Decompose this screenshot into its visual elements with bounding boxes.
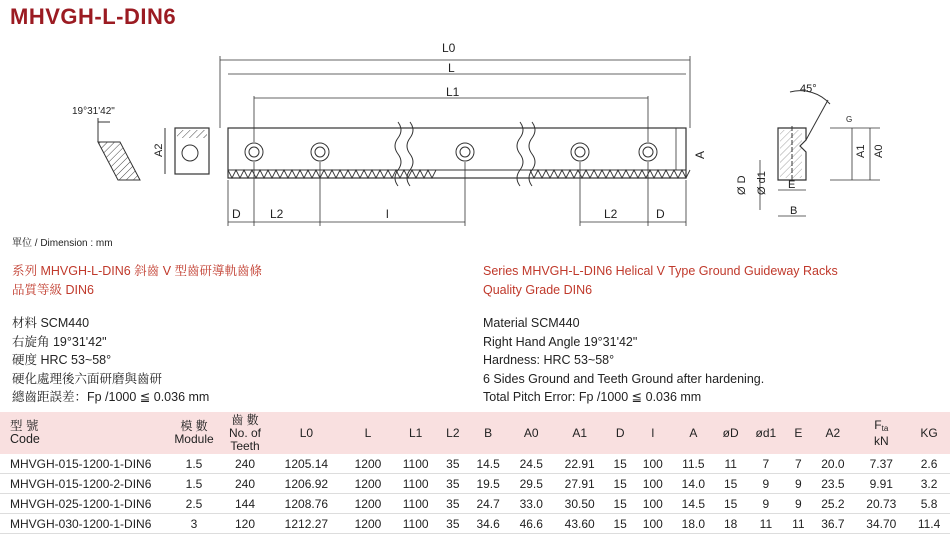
table-cell: 9	[795, 496, 802, 511]
table-cell: 240	[234, 456, 256, 471]
surface-G-label: G	[846, 115, 853, 124]
th-D: D	[615, 425, 625, 440]
table-cell: 35	[446, 456, 460, 471]
spec-cn-item: 硬度 HRC 53~58°	[12, 353, 112, 367]
table-body	[0, 454, 950, 534]
dim-D-left-label: D	[232, 207, 241, 221]
spec-en-item: Total Pitch Error: Fp /1000 ≦ 0.036 mm	[483, 390, 702, 404]
cell-code: MHVGH-015-1200-1-DIN6	[10, 456, 152, 471]
dim-L1-label: L1	[446, 85, 460, 99]
description-en	[483, 262, 838, 300]
table-cell: 100	[642, 476, 663, 491]
table-cell: 14.0	[681, 476, 706, 491]
cell-code: MHVGH-030-1200-1-DIN6	[10, 516, 152, 531]
table-cell: 35	[446, 516, 460, 531]
dim-A-label: A	[693, 150, 707, 159]
table-cell: 34.70	[866, 516, 897, 531]
mounting-holes	[245, 143, 657, 161]
table-cell: 1200	[354, 476, 382, 491]
table-cell: 36.7	[821, 516, 845, 531]
table-cell: 120	[234, 516, 256, 531]
table-cell: 9	[762, 476, 770, 491]
spec-cn-item: 材料 SCM440	[12, 316, 90, 330]
spec-en-item: Material SCM440	[483, 316, 580, 330]
specs-cn	[12, 314, 209, 407]
table-cell: 11	[759, 516, 773, 531]
table-cell: 15	[613, 496, 627, 511]
table-cell: 14.5	[681, 496, 706, 511]
top-dimensions	[220, 56, 690, 142]
dim-L2-left-label: L2	[270, 207, 284, 221]
table-cell: 1208.76	[284, 496, 329, 511]
th-code: 型 號 Code	[10, 419, 40, 446]
dim-phiD-label: Ø D	[736, 175, 748, 195]
spec-en-item: Right Hand Angle 19°31'42"	[483, 334, 638, 349]
description-en-line2: Quality Grade DIN6	[483, 283, 593, 297]
table-cell: 23.5	[821, 476, 845, 491]
table-row	[0, 474, 950, 494]
table-cell: 15	[613, 476, 627, 491]
dim-L0-label: L0	[442, 41, 456, 55]
table-cell: 29.5	[519, 476, 543, 491]
table-cell: 24.7	[476, 496, 500, 511]
th-teeth: 齒 數 No. of Teeth	[228, 412, 261, 453]
table-cell: 15	[723, 476, 738, 491]
table-cell: 1100	[402, 456, 429, 471]
table-cell: 20.0	[821, 456, 845, 471]
th-E: E	[794, 425, 803, 440]
table-cell: 1212.27	[284, 516, 329, 531]
cell-code: MHVGH-015-1200-2-DIN6	[10, 476, 152, 491]
spec-en-item: Hardness: HRC 53~58°	[483, 353, 615, 367]
technical-drawing	[0, 30, 950, 235]
spec-en-item: 6 Sides Ground and Teeth Ground after hardening.	[483, 371, 765, 386]
table-cell: 100	[642, 516, 663, 531]
spec-cn-item: 硬化處理後六面研磨與齒研	[12, 371, 163, 386]
cell-code: MHVGH-025-1200-1-DIN6	[10, 496, 152, 511]
table-cell: 7.37	[869, 456, 893, 471]
dim-phid1-label: Ø d1	[756, 171, 768, 195]
table-cell: 11	[724, 456, 737, 471]
table-cell: 7	[795, 456, 802, 471]
th-A2: A2	[825, 425, 841, 440]
table-cell: 2.6	[920, 456, 938, 471]
table-cell: 100	[642, 496, 663, 511]
table-cell: 9	[762, 496, 770, 511]
dimension-unit-note: 單位 / Dimension : mm	[12, 238, 113, 249]
angle-45-label: 45°	[800, 83, 817, 95]
th-KG: KG	[920, 425, 938, 440]
th-A: A	[689, 425, 698, 440]
th-module: 模 數 Module	[174, 419, 214, 446]
dim-A2-label: A2	[153, 143, 165, 157]
table-row	[0, 454, 950, 474]
th-L0: L0	[299, 425, 314, 440]
table-cell: 30.50	[564, 496, 595, 511]
table-cell: 35	[446, 496, 460, 511]
dim-A0-label: A0	[873, 144, 885, 158]
table-cell: 1100	[402, 496, 429, 511]
dim-A1-label: A1	[855, 144, 867, 158]
dim-E-label: E	[788, 179, 796, 191]
table-cell: 1200	[354, 456, 382, 471]
th-A0: A0	[523, 425, 539, 440]
helix-angle-label: 19°31'42"	[72, 106, 115, 117]
table-cell: 1200	[354, 516, 382, 531]
table-cell: 1206.92	[284, 476, 329, 491]
table-cell: 14.5	[476, 456, 500, 471]
table-cell: 46.6	[519, 516, 543, 531]
dim-B-label: B	[790, 205, 798, 217]
th-phid1: ød1	[755, 425, 777, 440]
table-row	[0, 514, 950, 534]
table-cell: 1100	[402, 516, 429, 531]
dim-D-right-label: D	[656, 207, 665, 221]
description-cn-line1: 系列 MHVGH-L-DIN6 斜齒 V 型齒研導軌齒條	[12, 264, 263, 278]
page-title: MHVGH-L-DIN6	[10, 4, 177, 29]
table-header-row	[0, 412, 950, 454]
table-cell: 5.8	[920, 496, 938, 511]
th-A1: A1	[572, 425, 587, 440]
description-cn-line2: 品質等級 DIN6	[12, 283, 94, 297]
table-cell: 3.2	[920, 476, 938, 491]
dim-L2-right-label: L2	[604, 207, 618, 221]
table-cell: 3	[190, 516, 198, 531]
table-cell: 2.5	[185, 496, 203, 511]
end-view-left	[153, 128, 209, 174]
table-cell: 1200	[354, 496, 382, 511]
th-Fta: $F_{ta}$ kN	[873, 417, 889, 448]
table-cell: 15	[613, 456, 627, 471]
th-L: L	[364, 425, 372, 440]
table-cell: 9.91	[869, 476, 893, 491]
table-cell: 22.91	[564, 456, 595, 471]
table-cell: 33.0	[519, 496, 543, 511]
th-l: l	[651, 425, 655, 440]
table-cell: 18	[723, 516, 738, 531]
spec-table	[0, 412, 950, 534]
table-cell: 35	[446, 476, 460, 491]
dim-l-label: l	[386, 207, 389, 221]
table-cell: 100	[642, 456, 663, 471]
helix-detail	[72, 106, 140, 180]
table-cell: 1.5	[185, 476, 203, 491]
spec-cn-item: 總齒距誤差：Fp /1000 ≦ 0.036 mm	[12, 390, 210, 404]
table-cell: 7	[762, 456, 770, 471]
th-L1: L1	[408, 425, 423, 440]
table-cell: 9	[795, 476, 802, 491]
table-cell: 11.4	[917, 516, 941, 531]
table-cell: 43.60	[564, 516, 595, 531]
specs-en	[483, 314, 764, 407]
table-cell: 240	[234, 476, 256, 491]
th-phiD: øD	[722, 425, 739, 440]
description-cn	[12, 262, 262, 300]
th-B: B	[484, 425, 493, 440]
table-row	[0, 494, 950, 514]
table-cell: 1.5	[185, 456, 203, 471]
table-cell: 18.0	[681, 516, 706, 531]
spec-table-wrapper	[0, 412, 950, 534]
dim-L-label: L	[448, 61, 455, 75]
table-cell: 24.5	[519, 456, 543, 471]
rack-body	[228, 122, 690, 186]
table-cell: 11.5	[682, 456, 705, 471]
table-cell: 1100	[402, 476, 429, 491]
table-cell: 11	[792, 516, 805, 531]
table-cell: 144	[234, 496, 256, 511]
table-cell: 25.2	[821, 496, 845, 511]
table-cell: 1205.14	[284, 456, 329, 471]
table-cell: 15	[723, 496, 738, 511]
table-cell: 27.91	[564, 476, 595, 491]
description-en-line1: Series MHVGH-L-DIN6 Helical V Type Ground Guideway Racks	[483, 264, 838, 278]
table-cell: 34.6	[476, 516, 500, 531]
th-L2: L2	[446, 425, 460, 440]
spec-cn-item: 右旋角 19°31'42"	[12, 334, 107, 349]
table-cell: 15	[613, 516, 627, 531]
table-cell: 20.73	[866, 496, 897, 511]
table-cell: 19.5	[476, 476, 500, 491]
